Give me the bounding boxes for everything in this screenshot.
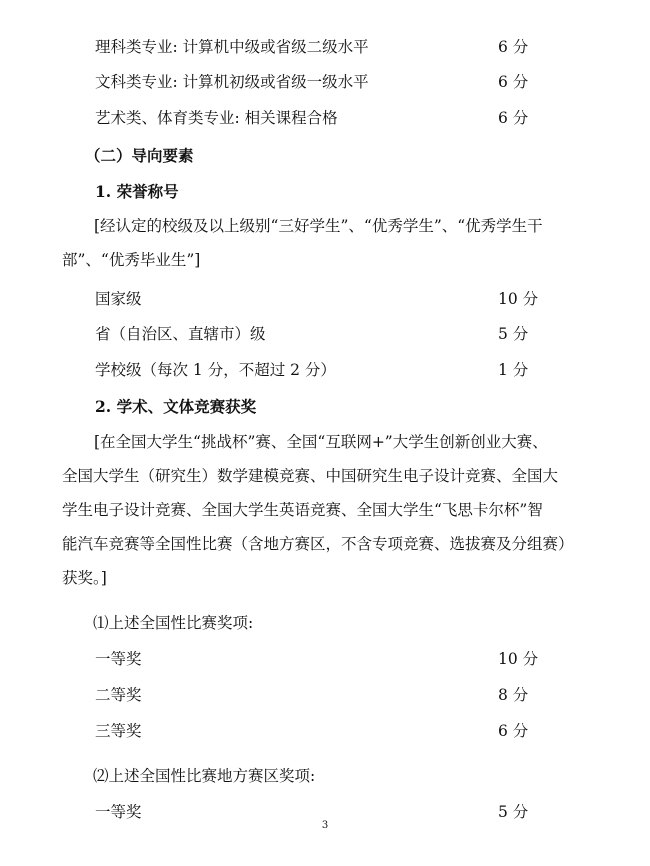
regional-awards-heading: ⑵上述全国性比赛地方赛区奖项: (93, 767, 316, 785)
national-third-prize-label: 三等奖 (95, 722, 142, 740)
honor-school-label: 学校级（每次 1 分，不超过 2 分） (95, 361, 336, 379)
competition-note-line: [在全国大学生“挑战杯”赛、全国“互联网+”大学生创新创业大赛、 (94, 433, 548, 451)
competition-note-line: 全国大学生（研究生）数学建模竞赛、中国研究生电子设计竞赛、全国大 (62, 467, 559, 485)
computer-skill-arts-score: 6 分 (498, 73, 529, 91)
honor-provincial-score: 5 分 (498, 325, 529, 343)
competition-note-line: 能汽车竞赛等全国性比赛（含地方赛区，不含专项竞赛、选拔赛及分组赛） (62, 535, 574, 553)
section-heading: （二）导向要素 (85, 146, 194, 165)
honor-national-score: 10 分 (498, 290, 539, 308)
honor-note (62, 209, 587, 277)
national-second-prize-label: 二等奖 (95, 686, 142, 704)
honor-heading: 1. 荣誉称号 (95, 182, 179, 201)
honor-school-score: 1 分 (498, 361, 529, 379)
honor-note-line: [经认定的校级及以上级别“三好学生”、“优秀学生”、“优秀学生干 (94, 217, 543, 235)
computer-skill-science-score: 6 分 (498, 38, 529, 56)
national-awards-heading: ⑴上述全国性比赛奖项: (93, 614, 254, 632)
national-first-prize-score: 10 分 (498, 650, 539, 668)
honor-note-line: 部”、“优秀毕业生”] (62, 251, 201, 269)
computer-skill-art-sport-label: 艺术类、体育类专业: 相关课程合格 (95, 109, 338, 127)
competition-note (62, 425, 587, 595)
national-second-prize-score: 8 分 (498, 686, 529, 704)
honor-national-label: 国家级 (95, 290, 142, 308)
computer-skill-art-sport-score: 6 分 (498, 109, 529, 127)
computer-skill-arts-label: 文科类专业: 计算机初级或省级一级水平 (95, 73, 369, 91)
national-first-prize-label: 一等奖 (95, 650, 142, 668)
regional-first-prize-score: 5 分 (498, 803, 529, 821)
computer-skill-science-label: 理科类专业: 计算机中级或省级二级水平 (95, 38, 369, 56)
regional-first-prize-label: 一等奖 (95, 803, 142, 821)
competition-note-line: 学生电子设计竞赛、全国大学生英语竞赛、全国大学生“飞思卡尔杯”智 (62, 501, 543, 519)
competition-note-line: 获奖。] (62, 569, 107, 587)
page-number: 3 (321, 820, 329, 831)
honor-provincial-label: 省（自治区、直辖市）级 (95, 325, 266, 343)
national-third-prize-score: 6 分 (498, 722, 529, 740)
competition-heading: 2. 学术、文体竞赛获奖 (95, 397, 257, 416)
